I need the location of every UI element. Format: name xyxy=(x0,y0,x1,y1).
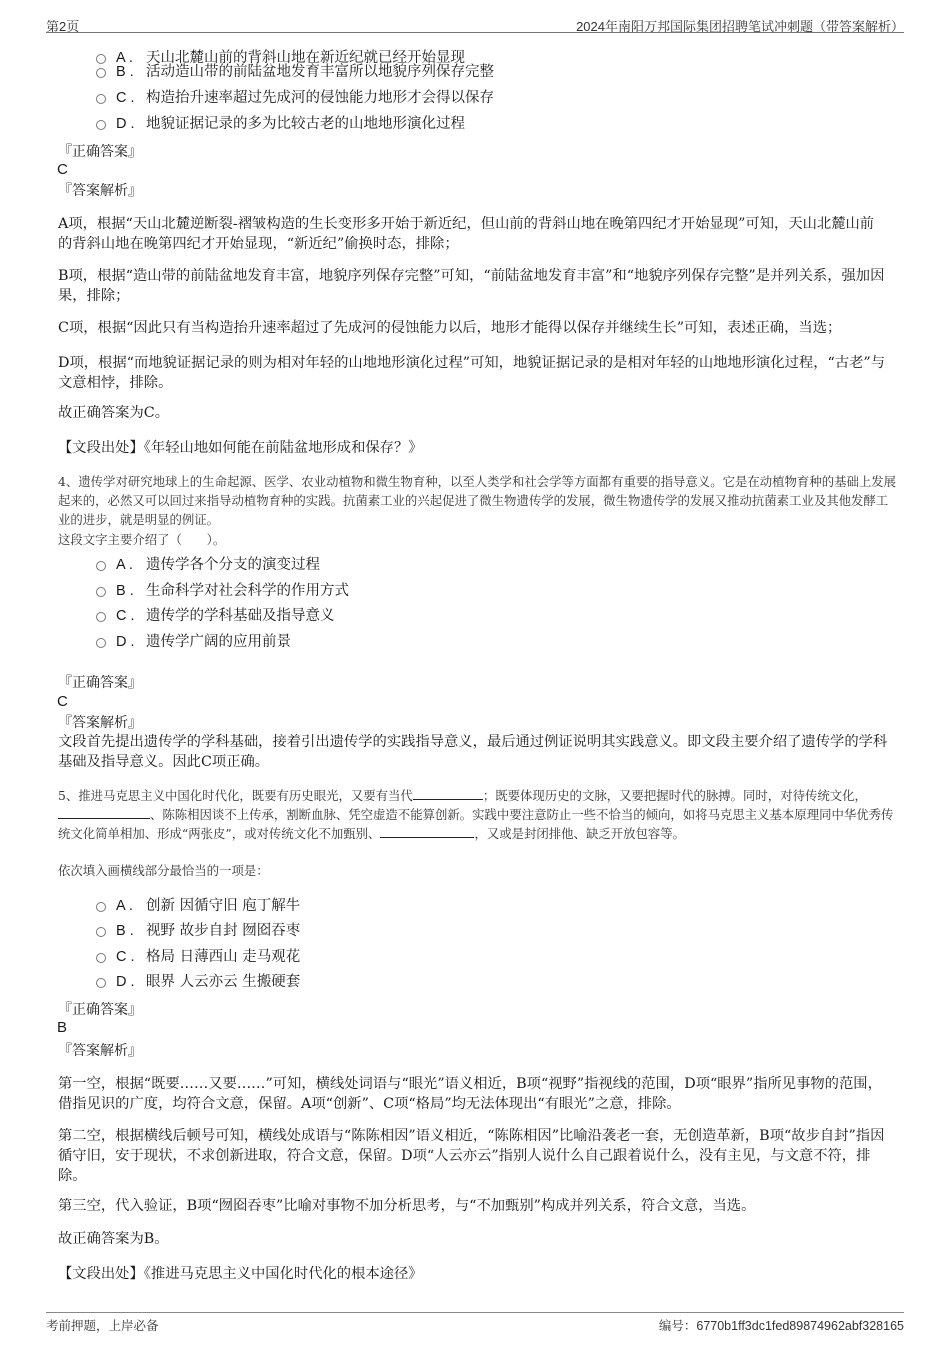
radio-icon[interactable] xyxy=(96,978,106,988)
radio-icon[interactable] xyxy=(96,927,106,937)
radio-icon[interactable] xyxy=(96,561,106,571)
analysis-label: 『答案解析』 xyxy=(58,715,142,731)
question-stem: 4、遗传学对研究地球上的生命起源、医学、农业动植物和微生物育种，以至人类学和社会学等方面都有重要的指导意义。它是在动植物育种的基础上发展起来的，必然又可以回过来指导动植物育种的实践。抗菌素工业的兴起促进了微生物遗传学的发展，微生物遗传学的发展又推动抗菌素工业及其他发酵工业的进步，就是明显的例证。 xyxy=(58,474,897,527)
document-title: 2024年南阳万邦国际集团招聘笔试冲刺题（带答案解析） xyxy=(576,19,904,34)
option-d[interactable]: D . 地貌证据记录的多为比较古老的山地地形演化过程 xyxy=(96,114,465,134)
radio-icon[interactable] xyxy=(96,587,106,597)
analysis-conclusion: 故正确答案为C。 xyxy=(58,405,170,421)
analysis-paragraph: 文段首先提出遗传学的学科基础，接着引出遗传学的实践指导意义，最后通过例证说明其实践意义。即文段主要介绍了遗传学的学科基础及指导意义。因此C项正确。 xyxy=(58,734,888,770)
source-citation: 【文段出处】《年轻山地如何能在前陆盆地形成和保存？》 xyxy=(58,440,423,456)
answer-value: C xyxy=(57,693,68,710)
radio-icon[interactable] xyxy=(96,94,106,104)
analysis-paragraph: 第三空，代入验证，B项“囫囵吞枣”比喻对事物不加分析思考，与“不加甄别”构成并列关系，符合文意，当选。 xyxy=(58,1198,756,1214)
option-d[interactable]: D . 遗传学广阔的应用前景 xyxy=(96,632,291,652)
question-prompt: 这段文字主要介绍了（ ）。 xyxy=(58,532,226,547)
page-footer xyxy=(46,1312,904,1337)
fill-blank-1[interactable] xyxy=(413,788,483,800)
analysis-paragraph: B项，根据“造山带的前陆盆地发育丰富，地貌序列保存完整”可知，“前陆盆地发育丰富”和“地貌序列保存完整”是并列关系，强加因果，排除； xyxy=(58,268,885,304)
option-c[interactable]: C . 遗传学的学科基础及指导意义 xyxy=(96,606,335,626)
source-citation: 【文段出处】《推进马克思主义中国化时代化的根本途径》 xyxy=(58,1266,423,1282)
analysis-label: 『答案解析』 xyxy=(58,183,142,199)
header-divider xyxy=(46,32,904,33)
radio-icon[interactable] xyxy=(96,902,106,912)
option-d[interactable]: D . 眼界 人云亦云 生搬硬套 xyxy=(96,972,300,992)
page-header xyxy=(46,12,904,32)
footer-slogan: 考前押题，上岸必备 xyxy=(46,1318,159,1333)
option-b[interactable]: B . 视野 故步自封 囫囵吞枣 xyxy=(96,921,300,941)
radio-icon[interactable] xyxy=(96,953,106,963)
analysis-label: 『答案解析』 xyxy=(58,1043,142,1059)
option-a[interactable]: A . 遗传学各个分支的演变过程 xyxy=(96,555,320,575)
fill-blank-2[interactable] xyxy=(58,807,150,819)
option-a[interactable]: A . 创新 因循守旧 庖丁解牛 xyxy=(96,896,300,916)
analysis-paragraph: 第二空，根据横线后顿号可知，横线处成语与“陈陈相因”语义相近，“陈陈相因”比喻沿袭老一套，无创造革新，B项“故步自封”指因循守旧，安于现状，不求创新进取，符合文意，保留。D项“人云亦云”指别人说什么自己跟着说什么，没有主见，与文意不符，排除。 xyxy=(58,1128,885,1184)
radio-icon[interactable] xyxy=(96,638,106,648)
question-prompt: 依次填入画横线部分最恰当的一项是： xyxy=(58,863,269,878)
analysis-paragraph: 第一空，根据“既要……又要……”可知，横线处词语与“眼光”语义相近，B项“视野”指视线的范围，D项“眼界”指所见事物的范围，借指见识的广度，均符合文意，保留。A项“创新”、C项“格局”均无法体现出“有眼光”之意，排除。 xyxy=(58,1076,882,1112)
option-c[interactable]: C . 构造抬升速率超过先成河的侵蚀能力地形才会得以保存 xyxy=(96,88,494,108)
fill-blank-3[interactable] xyxy=(380,826,474,838)
radio-icon[interactable] xyxy=(96,612,106,622)
analysis-paragraph: C项，根据“因此只有当构造抬升速率超过了先成河的侵蚀能力以后，地形才能得以保存并继续生长”可知，表述正确，当选； xyxy=(58,320,842,336)
answer-label: 『正确答案』 xyxy=(58,144,142,160)
analysis-paragraph: A项，根据“天山北麓逆断裂-褶皱构造的生长变形多开始于新近纪，但山前的背斜山地在晚第四纪才开始显现”可知，天山北麓山前的背斜山地在晚第四纪才开始显现，“新近纪”偷换时态，排除； xyxy=(58,216,875,252)
answer-value: B xyxy=(57,1019,68,1036)
answer-label: 『正确答案』 xyxy=(58,1002,142,1018)
radio-icon[interactable] xyxy=(96,120,106,130)
answer-label: 『正确答案』 xyxy=(58,675,142,691)
page-number: 第2页 xyxy=(46,19,80,34)
option-a[interactable]: A . 天山北麓山前的背斜山地在新近纪就已经开始显现 xyxy=(96,48,465,68)
analysis-conclusion: 故正确答案为B。 xyxy=(58,1231,169,1247)
question-stem: 5、推进马克思主义中国化时代化，既要有历史眼光，又要有当代 ；既要体现历史的文脉，又要把握时代的脉搏。同时，对待传统文化，、陈陈相因谈不上传承，割断血脉、凭空虚造不能算创新。实践中要注意防止一些不恰当的倾向，如将马克思主义基本原理同中华优秀传统文化简单相加、形成“两张皮”，或对传统文化不加甄别、 ，又或是封闭排他、缺乏开放包容等。 xyxy=(58,788,894,841)
analysis-paragraph: D项，根据“而地貌证据记录的则为相对年轻的山地地形演化过程”可知，地貌证据记录的是相对年轻的山地地形演化过程，“古老”与文意相悖，排除。 xyxy=(58,355,886,391)
option-b[interactable]: B . 活动造山带的前陆盆地发育丰富所以地貌序列保存完整 xyxy=(96,62,494,82)
option-b[interactable]: B . 生命科学对社会科学的作用方式 xyxy=(96,581,349,601)
answer-value: C xyxy=(57,161,68,178)
option-c[interactable]: C . 格局 日薄西山 走马观花 xyxy=(96,947,300,967)
document-code: 编号：6770b1ff3dc1fed89874962abf328165 xyxy=(658,1319,904,1333)
radio-icon[interactable] xyxy=(96,68,106,78)
